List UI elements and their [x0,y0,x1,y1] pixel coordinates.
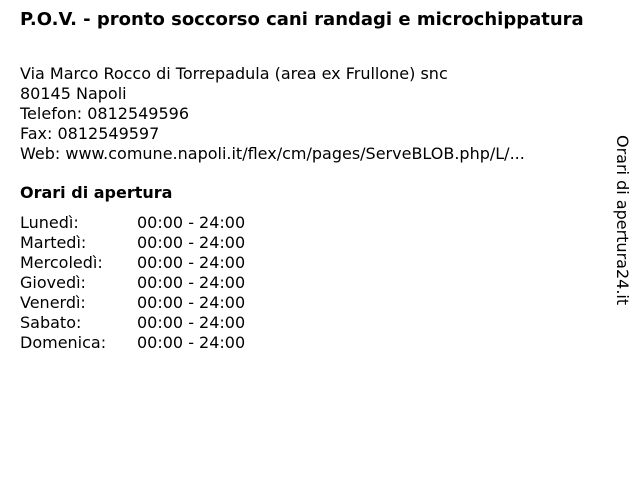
day-label: Sabato: [20,313,82,332]
day-label: Giovedì: [20,273,86,292]
brand-watermark[interactable]: Orari di apertura24.it [613,135,632,306]
city-postal: 80145 Napoli [20,84,127,103]
time-range: 00:00 - 24:00 [137,253,246,272]
fax-number: Fax: 0812549597 [20,124,160,143]
hours-row [20,273,245,293]
day-label: Martedì: [20,233,87,252]
phone-number[interactable]: Telefon: 0812549596 [20,104,190,123]
hours-row [20,213,245,233]
day-label: Domenica: [20,333,107,352]
time-range: 00:00 - 24:00 [137,293,246,312]
day-label: Venerdì: [20,293,86,312]
time-range: 00:00 - 24:00 [137,213,246,232]
opening-hours-table [20,213,245,353]
day-label: Lunedì: [20,213,79,232]
address-block [20,64,525,164]
hours-row [20,293,245,313]
day-label: Mercoledì: [20,253,103,272]
hours-row [20,253,245,273]
page-title: P.O.V. - pronto soccorso cani randagi e microchippatura [20,9,584,30]
time-range: 00:00 - 24:00 [137,273,246,292]
street-address: Via Marco Rocco di Torrepadula (area ex Frullone) snc [20,64,448,83]
website-link[interactable]: Web: www.comune.napoli.it/flex/cm/pages/ServeBLOB.php/L/... [20,144,525,163]
time-range: 00:00 - 24:00 [137,233,246,252]
hours-heading: Orari di apertura [20,183,173,202]
hours-row [20,333,245,353]
time-range: 00:00 - 24:00 [137,313,246,332]
hours-row [20,313,245,333]
time-range: 00:00 - 24:00 [137,333,246,352]
hours-row [20,233,245,253]
